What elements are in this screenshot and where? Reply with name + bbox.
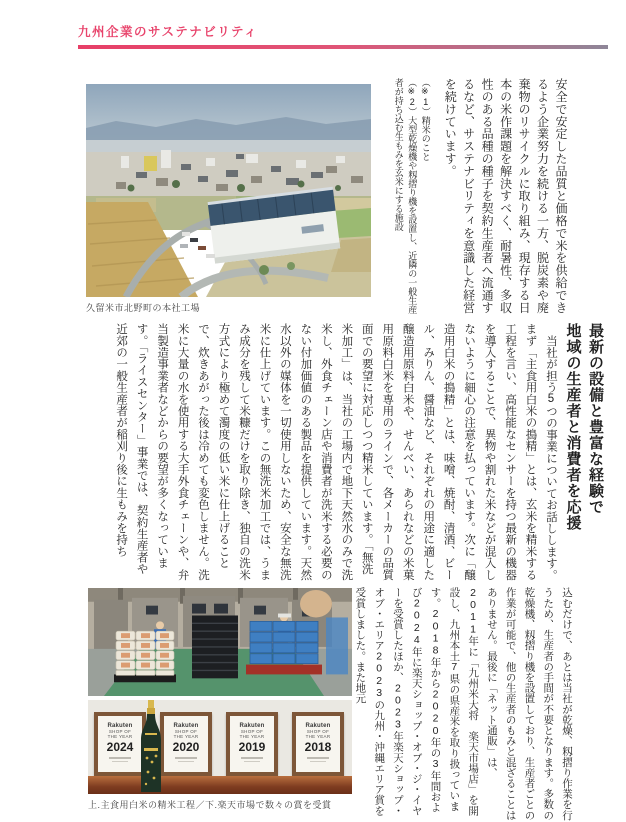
award-frame-2019 [226,712,278,776]
award-fine-print [244,761,260,763]
award-title-line1: SHOP OF [306,729,330,734]
award-year: 2018 [304,739,332,754]
footnotes [391,78,432,321]
award-year: 2020 [172,739,200,754]
award-title-line2: THE YEAR [305,734,331,740]
footnote-2: （※2）大型乾燥機や籾摺り機を設置し、近隣の一般生産者が持ち込む生もみを玄米にする施設 [393,78,418,314]
aerial-factory-photo [86,84,371,297]
award-frame-2018 [292,712,344,776]
award-title-line1: SHOP OF [108,729,132,734]
rakuten-logo: Rakuten [173,723,199,729]
award-fine-print [310,761,326,763]
section-heading-line2: 地域の生産者と消費者を応援 [564,323,582,531]
section-body: 当社が担う5つの事業についてお話しします。まず「主食用白米の搗精」とは、玄米を精米する工程を言い、高性能なセンサーを持つ最新の機器を導入することで、異物や割れた米などが混入しないように細心の注意を払っています。次に「醸造用白米の搗精」とは、味噌、焼酎、清酒、ビール、みりん、醤油など、それぞれの用途に適した醸造用原料白米や、せんべい、あられなどの米菓用原料白米を専用のラインで、各メーカーの品質面での要望に対応しつつ精米しています。「無洗米加工」は、当社の工場内で地下天然水のみで洗米し、外食チェーン店や消費者が洗米する必要のない付加価値のある製品を提供しています。天然水以外の媒体を一切使用しないため、安全な無洗米に仕上げています。この無洗米加工では、うまみ成分を残して米糠だけを取り除き、独自の洗米方式により極めて濁度の低い米に仕上げることで、炊きあがった後は冷めても変色しません。洗米に大量の水を使用する大手外食チェーンや、弁当製造事業者などからの要望が多くなっています。「ライスセンター」事業では、契約生産者や近郊の一般生産者が稲刈り後に生もみを持ち [115,323,557,581]
award-fine-print [109,757,131,759]
page-header-title: 九州企業のサステナビリティ [78,25,259,39]
intro-paragraph: 安全で安定した品質と価格で米を供給できるよう企業努力を続ける一方、脱炭素や廃棄物のリサイクルに取り組み、現存する日本の米作課題を解決すべく、耐暑性、多収性のある品種の種子を契約生産者へ流通するなど、サステナビリティを意識した経営を続けています。 [443,78,568,314]
award-fine-print [175,757,197,759]
award-year: 2019 [238,739,266,754]
award-title-line1: SHOP OF [174,729,198,734]
continuation-body: 込むだけで、あとは当社が乾燥、籾摺り作業を行うため、生産者の手間が不要となります。多数の乾燥機、籾摺り機を設置しており、生産者ごとの作業が可能で、他の生産者のもみと混ざることはありません。最後に「ネット通販」は、2011年に「九州米大将 楽天市場店」を開設し、九州本土7県の県産米を取り扱っています。2018年から2020年の3年間および2024年に楽天ショップ・オブ・ジ・イヤーを受賞したほか、2023年楽天ショップ・オブ・エリア2023の九州・沖縄エリア賞を受賞しました。また地元 [354,587,573,821]
section-heading [561,323,606,585]
top-photo-caption: 久留米市北野町の本社工場 [86,303,201,313]
section-text-block [66,323,606,585]
bottom-photos-caption: 上.主食用白米の精米工程／下.楽天市場で数々の賞を受賞 [88,800,332,810]
award-fine-print [307,757,329,759]
milling-plant-photo [88,588,352,696]
award-title-line1: SHOP OF [240,729,264,734]
award-fine-print [178,761,194,763]
rakuten-logo: Rakuten [107,723,133,729]
awards-photo [88,700,352,794]
continuation-text-block [354,587,576,821]
award-year: 2024 [106,739,134,754]
wooden-table [88,776,352,794]
award-frame-2020 [160,712,212,776]
award-fine-print [112,761,128,763]
rakuten-logo: Rakuten [239,723,265,729]
section-heading-line1: 最新の設備と豊富な経験で [587,323,604,515]
header-gradient-rule [78,45,608,49]
award-title-line2: THE YEAR [173,734,199,740]
champagne-bottle [138,700,164,792]
award-title-line2: THE YEAR [239,734,265,740]
award-fine-print [241,757,263,759]
footnote-1: （※1）精米のこと [420,78,431,161]
rakuten-logo: Rakuten [305,723,331,729]
intro-text-block [384,78,570,321]
award-title-line2: THE YEAR [107,734,133,740]
